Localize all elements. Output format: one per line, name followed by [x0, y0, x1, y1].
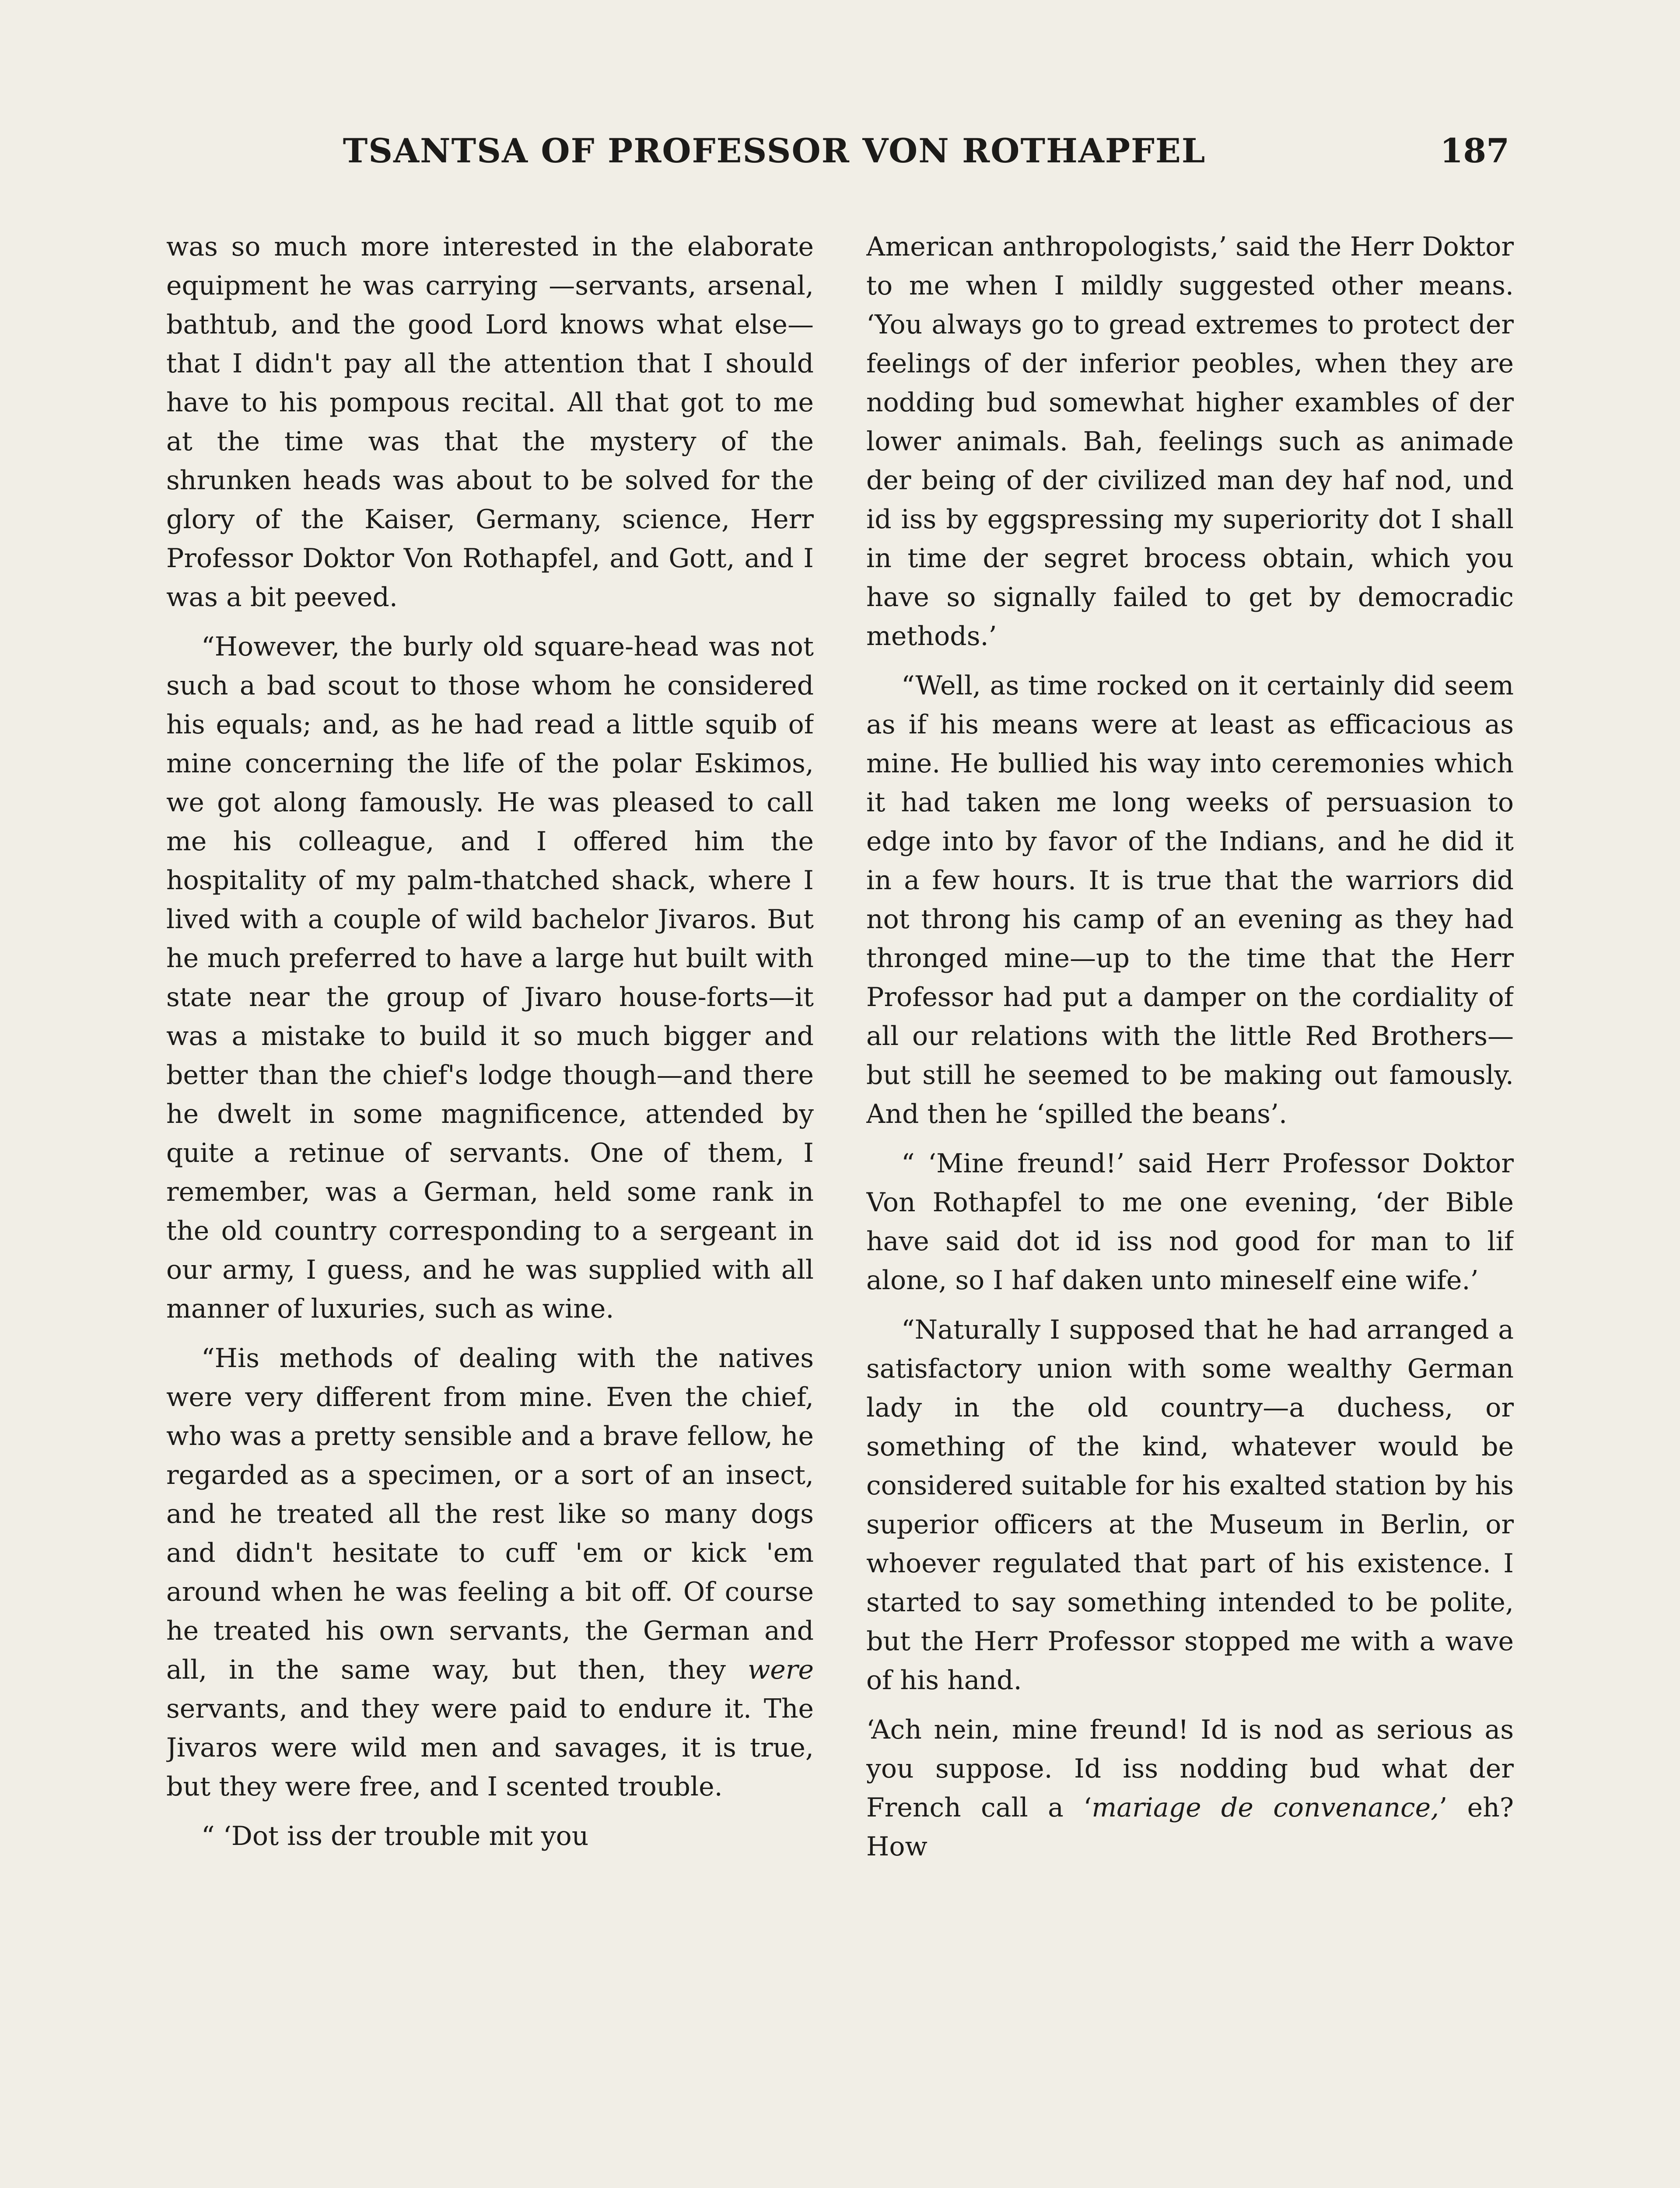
paragraph: was so much more interested in the elaborate equipment he was carrying —servants, arsenal, bathtub, and the good Lord knows what else—that I didn't pay all the attention that I should have to his pompous recital. All that got to me at the time was that the mystery of the shrunken heads was about to be solved for the glory of the Kaiser, Germany, science, Herr Professor Doktor Von Rothapfel, and Gott, and I was a bit peeved.: [166, 231, 814, 613]
text-run: ’ eh? How: [866, 1792, 1514, 1862]
page-header: [166, 131, 1514, 184]
paragraph: “Naturally I supposed that he had arranged a satisfactory union with some wealthy German lady in the old country—a duchess, or something of the kind, whatever would be considered suitable for his exalted station by his superior officers at the Museum in Berlin, or whoever regulated that part of his existence. I started to say something intended to be polite, but the Herr Professor stopped me with a wave of his hand.: [866, 1315, 1514, 1696]
text-run: ‘Ach nein, mine freund! Id is nod as serious as you suppose. Id iss nodding bud what der French call a ‘: [866, 1715, 1514, 1823]
italic-emphasis: mariage de convenance,: [1092, 1792, 1439, 1823]
paragraph: “However, the burly old square-head was not such a bad scout to those whom he considered his equals; and, as he had read a little squib of mine concerning the life of the polar Eskimos, we got along famously. He was pleased to call me his colleague, and I offered him the hospitality of my palm-thatched shack, where I lived with a couple of wild bachelor Jivaros. But he much preferred to have a large hut built with state near the group of Jivaro house-forts—it was a mistake to build it so much bigger and better than the chief's lodge though—and there he dwelt in some magnificence, attended by quite a retinue of servants. One of them, I remember, was a German, held some rank in the old country corresponding to a sergeant in our army, I guess, and he was supplied with all manner of luxuries, such as wine.: [166, 631, 814, 1324]
paragraph: [866, 1711, 1514, 1866]
paragraph: “Well, as time rocked on it certainly did seem as if his means were at least as efficacious as mine. He bullied his way into ceremonies which it had taken me long weeks of persuasion to edge into by favor of the Indians, and he did it in a few hours. It is true that the warriors did not throng his camp of an evening as they had thronged mine—up to the time that the Herr Professor had put a damper on the cordiality of all our relations with the little Red Brothers—but still he seemed to be making out famously. And then he ‘spilled the beans’.: [866, 670, 1514, 1129]
paragraph: “ ‘Dot iss der trouble mit you: [201, 1821, 589, 1851]
text-column-left: [166, 228, 814, 2188]
text-column-right: [866, 228, 1514, 2188]
text-run: “His methods of dealing with the natives were very different from mine. Even the chief, who was a pretty sensible and a brave fellow, he regarded as a specimen, or a sort of an insect, and he treated all the rest like so many dogs and didn't hesitate to cuff 'em or kick 'em around when he was feeling a bit off. Of course he treated his own servants, the German and all, in the same way, but then, they: [166, 1343, 814, 1685]
paragraph: American anthropologists,’ said the Herr Doktor to me when I mildly suggested other means. ‘You always go to gread extremes to protect der feelings of der inferior peobles, when they are nodding bud somewhat higher exambles of der lower animals. Bah, feelings such as animade der being of der civilized man dey haf nod, und id iss by eggspressing my superiority dot I shall in time der segret brocess obtain, which you have so signally failed to get by democradic methods.’: [866, 231, 1514, 652]
text-run: servants, and they were paid to endure it. The Jivaros were wild men and savages, it is true, but they were free, and I scented trouble.: [166, 1694, 814, 1802]
paragraph: “ ‘Mine freund!’ said Herr Professor Doktor Von Rothapfel to me one evening, ‘der Bible have said dot id iss nod good for man to lif alone, so I haf daken unto mineself eine wife.’: [866, 1148, 1514, 1296]
paragraph: [166, 1339, 814, 1806]
running-title: TSANTSA OF PROFESSOR VON ROTHAPFEL: [343, 131, 1206, 170]
page-number: 187: [1440, 131, 1509, 170]
italic-emphasis: were: [747, 1655, 814, 1685]
